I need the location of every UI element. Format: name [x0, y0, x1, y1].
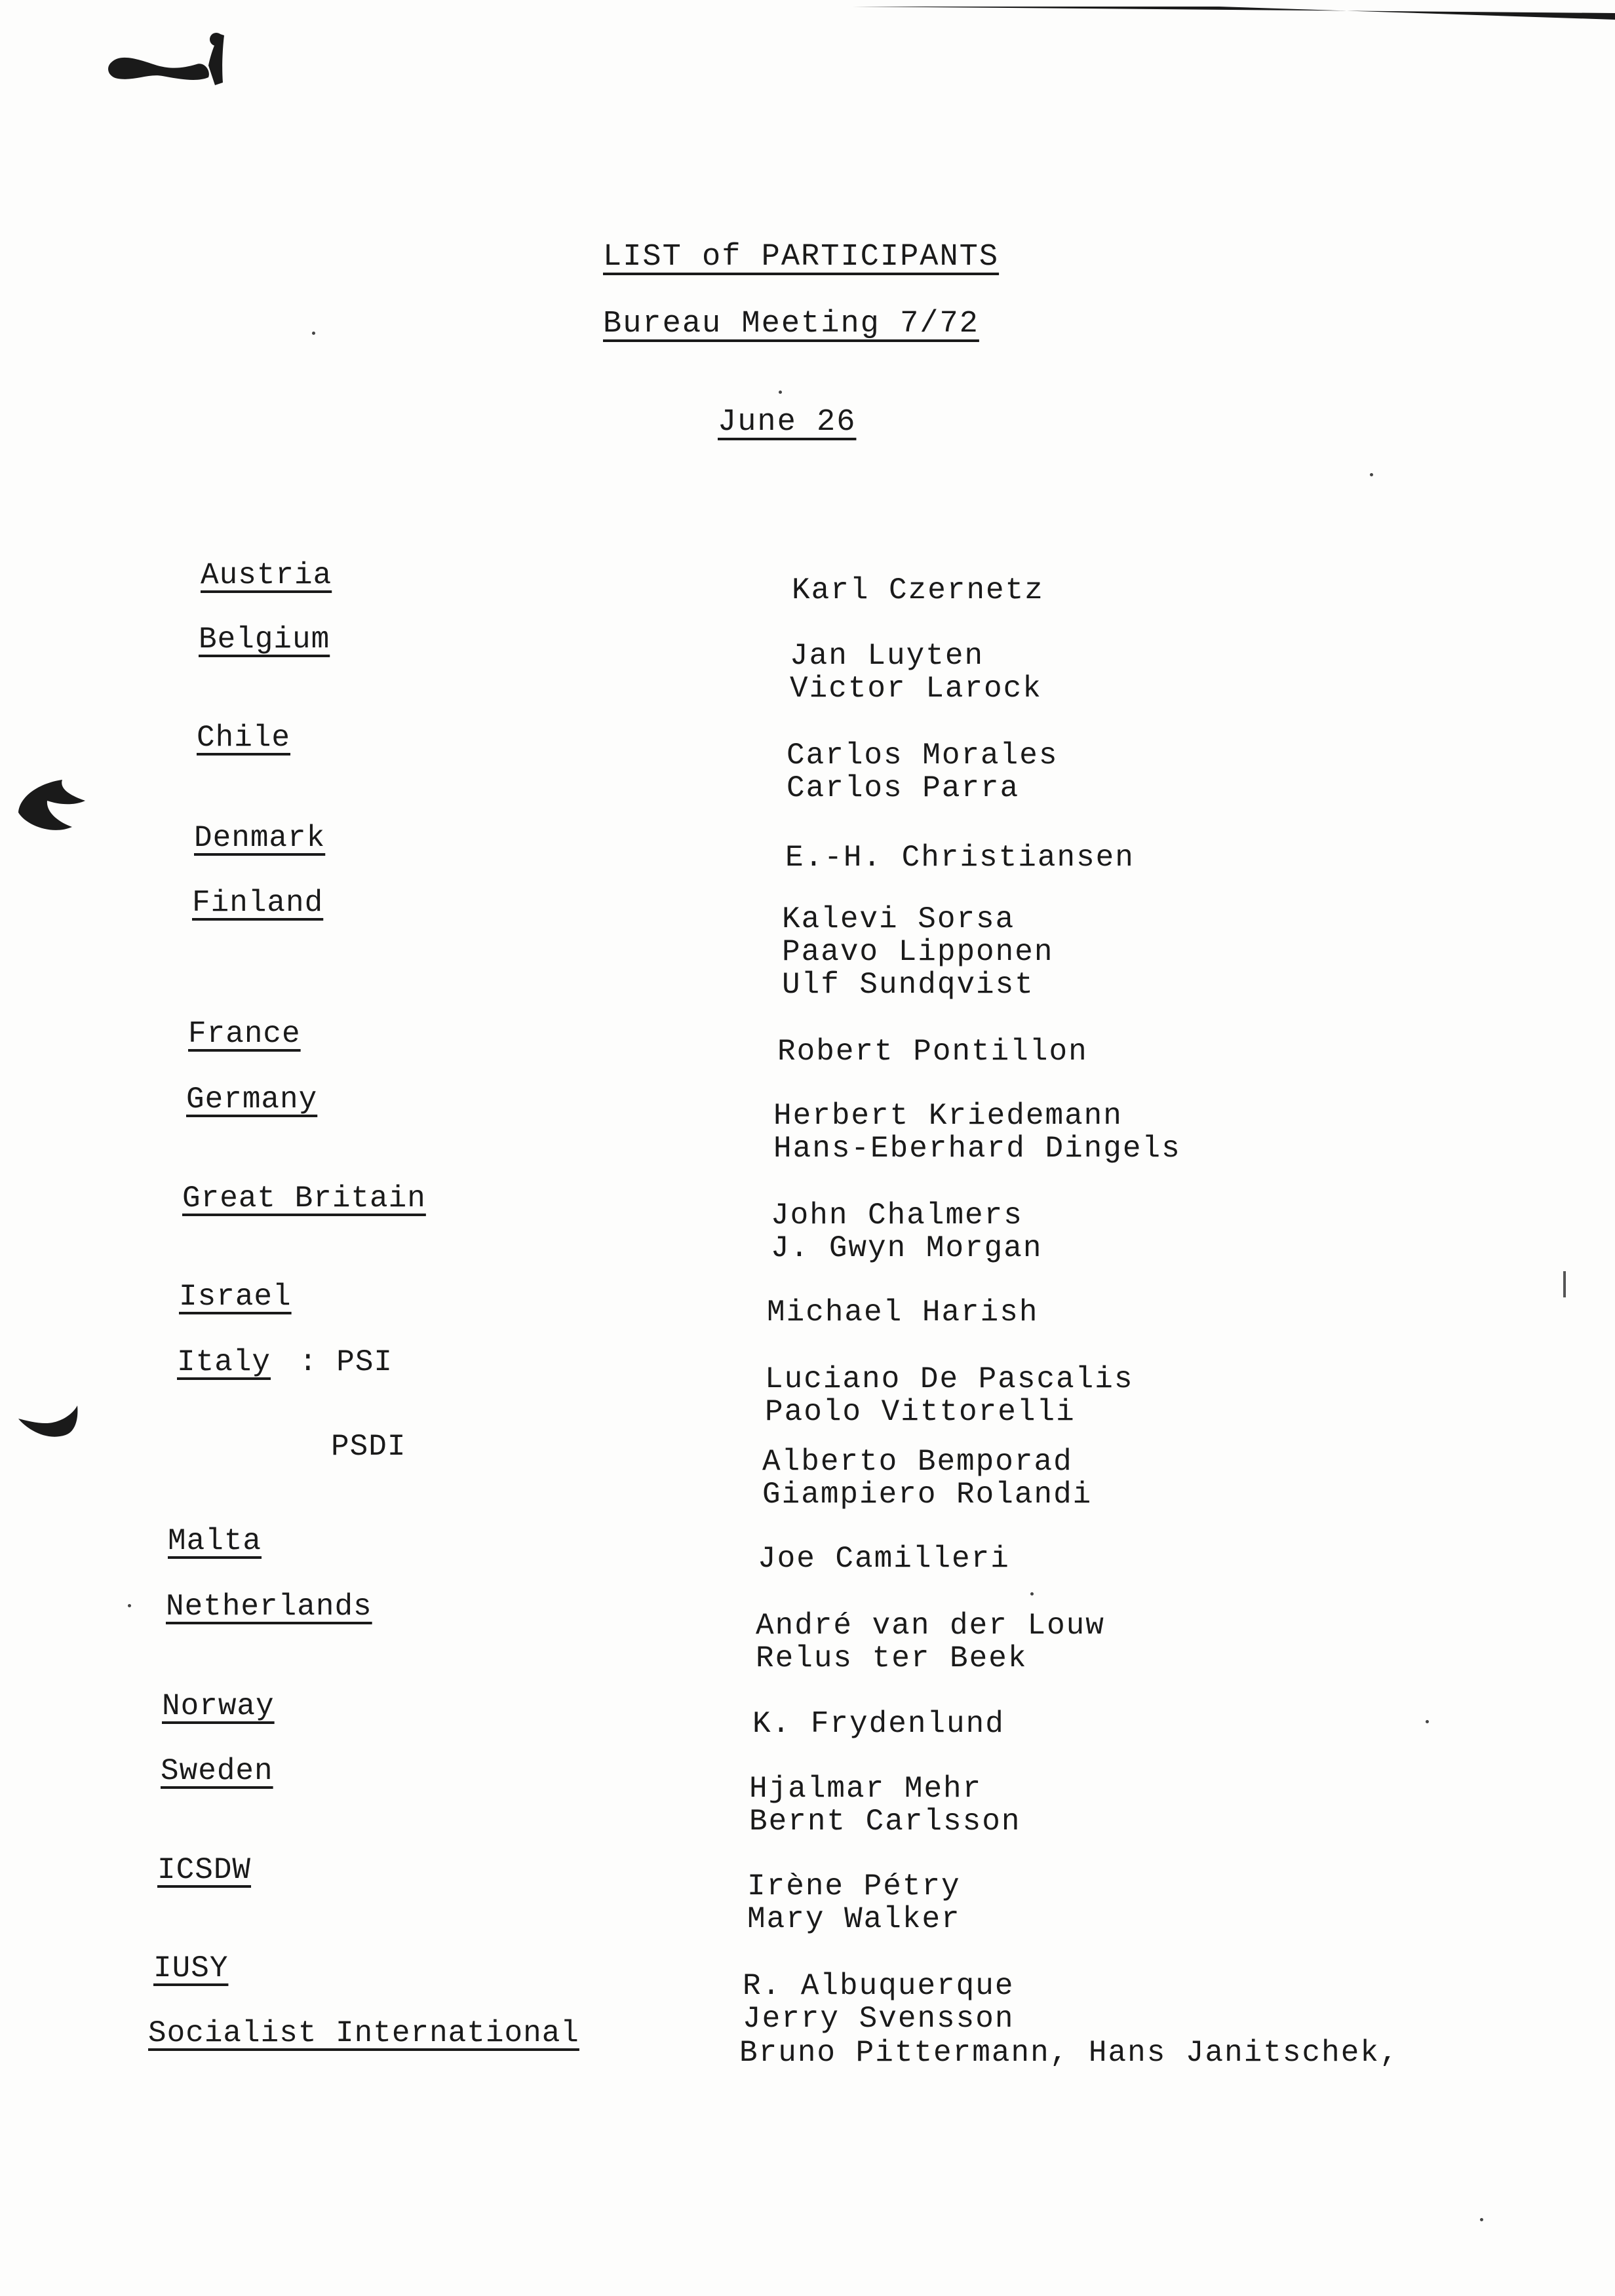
country-france: France	[188, 1017, 301, 1051]
country-germany: Germany	[186, 1082, 318, 1117]
participants-iusy	[743, 1970, 1014, 2035]
participant-name: Paolo Vittorelli	[765, 1395, 1076, 1429]
participant-name: Alberto Bemporad	[762, 1445, 1073, 1479]
participants-malta	[758, 1542, 1010, 1575]
country-malta: Malta	[168, 1524, 262, 1558]
participant-name: Paavo Lipponen	[782, 935, 1054, 969]
country-israel: Israel	[179, 1280, 292, 1314]
country-italy: Italy	[177, 1345, 271, 1379]
participant-name: J. Gwyn Morgan	[771, 1231, 1043, 1265]
participant-name: Relus ter Beek	[756, 1641, 1028, 1675]
participant-name: Kalevi Sorsa	[782, 902, 1015, 936]
participant-name: John Chalmers	[771, 1198, 1023, 1233]
punch-hole-left-2	[18, 1406, 77, 1437]
participants-icsdw	[747, 1870, 961, 1936]
participants-denmark	[785, 841, 1135, 874]
document-subtitle: Bureau Meeting 7/72	[603, 307, 979, 341]
participant-name: Mary Walker	[747, 1902, 961, 1936]
participants-belgium	[790, 640, 1042, 705]
participants-sweden	[749, 1772, 1021, 1838]
document-title: LIST of PARTICIPANTS	[603, 240, 1000, 275]
participant-name: Carlos Morales	[787, 738, 1059, 773]
country-sweden: Sweden	[161, 1754, 273, 1788]
participant-name: Bruno Pittermann, Hans Janitschek,	[739, 2036, 1399, 2070]
participant-name: Irène Pétry	[747, 1869, 961, 1904]
participants-great-britain	[771, 1199, 1042, 1265]
punch-hole-top	[852, 7, 1615, 20]
participants-france	[777, 1035, 1088, 1068]
country-great-britain: Great Britain	[182, 1181, 426, 1215]
participant-name: André van der Louw	[756, 1609, 1105, 1643]
participants-israel	[767, 1296, 1038, 1329]
participant-name: Hjalmar Mehr	[749, 1772, 983, 1806]
party-psdi: PSDI	[331, 1430, 406, 1464]
participant-name: Jan Luyten	[790, 639, 984, 673]
participant-name: K. Frydenlund	[752, 1707, 1005, 1741]
participant-name: R. Albuquerque	[743, 1969, 1015, 2003]
country-denmark: Denmark	[194, 821, 326, 855]
participant-name: E.-H. Christiansen	[785, 841, 1135, 875]
country-chile: Chile	[197, 721, 291, 755]
participant-name: Carlos Parra	[787, 771, 1020, 805]
participant-name: Jerry Svensson	[743, 2002, 1015, 2036]
document-date: June 26	[718, 405, 857, 440]
participants-socialist-international	[739, 2037, 1399, 2069]
participants-germany	[773, 1100, 1181, 1165]
participants-austria	[792, 574, 1044, 607]
participants-chile	[787, 739, 1058, 805]
org-icsdw: ICSDW	[157, 1853, 252, 1887]
participants-italy-psi	[765, 1363, 1134, 1428]
participant-name: Giampiero Rolandi	[762, 1478, 1093, 1512]
country-netherlands: Netherlands	[166, 1590, 372, 1624]
participant-name: Karl Czernetz	[792, 573, 1044, 607]
org-socialist-international: Socialist International	[148, 2016, 579, 2050]
participant-name: Luciano De Pascalis	[765, 1362, 1134, 1396]
punch-hole-left-1	[18, 780, 85, 830]
party-psi: : PSI	[299, 1345, 393, 1379]
participants-norway	[752, 1708, 1005, 1740]
country-norway: Norway	[162, 1689, 275, 1723]
participants-italy-psdi	[762, 1445, 1092, 1511]
participant-name: Herbert Kriedemann	[773, 1099, 1123, 1133]
participant-name: Ulf Sundqvist	[782, 968, 1034, 1002]
scribble-mark	[108, 58, 209, 80]
stray-mark	[1563, 1271, 1566, 1297]
participant-name: Bernt Carlsson	[749, 1805, 1021, 1839]
participant-name: Hans-Eberhard Dingels	[773, 1132, 1181, 1166]
participant-name: Michael Harish	[767, 1295, 1039, 1330]
participant-name: Victor Larock	[790, 672, 1042, 706]
country-austria: Austria	[201, 558, 332, 592]
participants-netherlands	[756, 1609, 1105, 1675]
country-belgium: Belgium	[199, 622, 330, 657]
participants-finland	[782, 903, 1053, 1001]
country-finland: Finland	[192, 886, 324, 920]
participant-name: Joe Camilleri	[758, 1542, 1010, 1576]
org-iusy: IUSY	[153, 1951, 229, 1985]
participant-name: Robert Pontillon	[777, 1035, 1088, 1069]
